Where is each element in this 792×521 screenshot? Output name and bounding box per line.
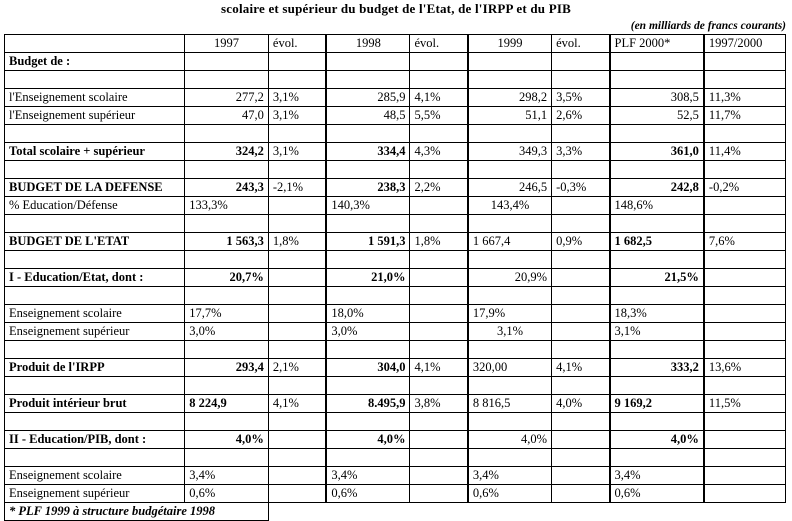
row-cell [268, 287, 326, 305]
row-label [5, 251, 185, 269]
row-cell [410, 215, 468, 233]
row-cell: 3,0% [185, 323, 269, 341]
row-cell: -0,2% [704, 179, 786, 197]
row-cell: 277,2 [185, 89, 269, 107]
row-cell [268, 53, 326, 71]
table-row [5, 53, 786, 71]
row-cell: 4,3% [410, 143, 468, 161]
row-cell [468, 161, 552, 179]
row-cell: 8 816,5 [468, 395, 552, 413]
row-cell [552, 125, 610, 143]
row-label: Enseignement supérieur [5, 323, 185, 341]
row-cell [704, 485, 786, 503]
row-cell: 3,3% [552, 143, 610, 161]
row-cell [326, 449, 410, 467]
row-cell: 308,5 [610, 89, 704, 107]
row-cell: 243,3 [185, 179, 269, 197]
row-cell [268, 485, 326, 503]
row-cell: 4,1% [268, 395, 326, 413]
row-cell [704, 467, 786, 485]
row-cell: 3,1% [268, 143, 326, 161]
row-cell [552, 341, 610, 359]
row-cell [268, 467, 326, 485]
row-cell [610, 413, 704, 431]
row-cell [410, 431, 468, 449]
row-label [5, 125, 185, 143]
row-cell: 21,5% [610, 269, 704, 287]
row-cell [610, 341, 704, 359]
table-row-spacer [5, 71, 786, 89]
row-cell [410, 125, 468, 143]
row-cell [704, 215, 786, 233]
row-cell: 13,6% [704, 359, 786, 377]
row-cell [268, 161, 326, 179]
row-cell [410, 485, 468, 503]
row-cell [268, 71, 326, 89]
row-cell [410, 467, 468, 485]
row-cell [410, 269, 468, 287]
row-cell [610, 161, 704, 179]
row-cell: 18,3% [610, 305, 704, 323]
row-cell [268, 449, 326, 467]
row-cell [326, 251, 410, 269]
row-cell: 1 563,3 [185, 233, 269, 251]
row-cell [326, 71, 410, 89]
row-cell: 51,1 [468, 107, 552, 125]
header-cell-6: évol. [552, 35, 610, 53]
row-label [5, 215, 185, 233]
row-cell: 0,6% [610, 485, 704, 503]
row-cell [552, 323, 610, 341]
row-cell: 52,5 [610, 107, 704, 125]
row-cell: 11,7% [704, 107, 786, 125]
table-row-spacer [5, 377, 786, 395]
row-label: Budget de : [5, 53, 185, 71]
row-cell: 333,2 [610, 359, 704, 377]
row-cell [185, 215, 269, 233]
row-cell [704, 125, 786, 143]
row-cell: 246,5 [468, 179, 552, 197]
table-row-spacer [5, 125, 786, 143]
row-cell [468, 449, 552, 467]
row-cell [552, 377, 610, 395]
row-cell [552, 431, 610, 449]
row-cell: 334,4 [326, 143, 410, 161]
row-cell [468, 377, 552, 395]
table-row [5, 107, 786, 125]
row-cell [468, 251, 552, 269]
row-cell [326, 125, 410, 143]
row-cell [552, 467, 610, 485]
row-cell [610, 53, 704, 71]
table-row [5, 485, 786, 503]
row-cell [552, 305, 610, 323]
row-cell [704, 305, 786, 323]
row-cell: 293,4 [185, 359, 269, 377]
row-cell: 4,1% [410, 89, 468, 107]
row-cell: 133,3% [185, 197, 269, 215]
row-cell: 4,0% [468, 431, 552, 449]
row-cell: -2,1% [268, 179, 326, 197]
table-row [5, 269, 786, 287]
row-label [5, 287, 185, 305]
row-cell [410, 323, 468, 341]
table-row [5, 89, 786, 107]
table-row-spacer [5, 413, 786, 431]
row-cell [410, 449, 468, 467]
row-cell: 3,4% [326, 467, 410, 485]
row-cell [185, 449, 269, 467]
row-cell: 3,1% [268, 107, 326, 125]
table-row-spacer [5, 341, 786, 359]
row-label [5, 413, 185, 431]
row-cell [468, 413, 552, 431]
row-label [5, 449, 185, 467]
footnote-text: * PLF 1999 à structure budgétaire 1998 [5, 503, 269, 521]
row-cell [552, 71, 610, 89]
row-cell: 3,1% [468, 323, 552, 341]
row-cell: 3,8% [410, 395, 468, 413]
row-cell [268, 377, 326, 395]
row-label [5, 341, 185, 359]
row-cell [410, 161, 468, 179]
row-cell: 2,6% [552, 107, 610, 125]
row-cell: 5,5% [410, 107, 468, 125]
unit-note: (en milliards de francs courants) [630, 20, 786, 32]
row-cell [410, 377, 468, 395]
row-cell [185, 125, 269, 143]
table-row-spacer [5, 215, 786, 233]
row-cell [704, 53, 786, 71]
row-cell: 4,1% [552, 359, 610, 377]
row-cell [552, 197, 610, 215]
row-cell: -0,3% [552, 179, 610, 197]
row-cell: 17,9% [468, 305, 552, 323]
row-cell [552, 53, 610, 71]
row-cell: 140,3% [326, 197, 410, 215]
table-row [5, 305, 786, 323]
row-cell: 0,6% [468, 485, 552, 503]
table-row [5, 143, 786, 161]
row-cell [552, 215, 610, 233]
header-cell-2: évol. [268, 35, 326, 53]
row-label: Enseignement scolaire [5, 467, 185, 485]
table-row [5, 179, 786, 197]
row-cell: 1 667,4 [468, 233, 552, 251]
header-cell-5: 1999 [468, 35, 552, 53]
row-cell [704, 197, 786, 215]
row-cell: 3,1% [268, 89, 326, 107]
row-label: Enseignement supérieur [5, 485, 185, 503]
row-label: Total scolaire + supérieur [5, 143, 185, 161]
row-cell: 4,0% [610, 431, 704, 449]
row-cell: 3,0% [326, 323, 410, 341]
row-cell: 3,4% [610, 467, 704, 485]
row-cell [704, 413, 786, 431]
row-cell [704, 323, 786, 341]
row-cell: 148,6% [610, 197, 704, 215]
row-cell: 1 682,5 [610, 233, 704, 251]
row-cell: 8 224,9 [185, 395, 269, 413]
row-cell [326, 377, 410, 395]
row-cell: 11,3% [704, 89, 786, 107]
row-cell: 11,5% [704, 395, 786, 413]
header-cell-7: PLF 2000* [610, 35, 704, 53]
row-label: % Education/Défense [5, 197, 185, 215]
row-cell [552, 413, 610, 431]
row-label: Produit intérieur brut [5, 395, 185, 413]
row-cell [268, 305, 326, 323]
row-cell [552, 161, 610, 179]
table-row [5, 467, 786, 485]
row-cell [610, 449, 704, 467]
row-cell: 18,0% [326, 305, 410, 323]
header-cell-0 [5, 35, 185, 53]
header-cell-4: évol. [410, 35, 468, 53]
row-cell: 20,7% [185, 269, 269, 287]
row-cell: 1,8% [268, 233, 326, 251]
row-cell [468, 71, 552, 89]
row-cell [468, 215, 552, 233]
row-cell [410, 341, 468, 359]
row-cell: 3,4% [185, 467, 269, 485]
row-cell [468, 287, 552, 305]
table-row-spacer [5, 251, 786, 269]
row-cell [185, 53, 269, 71]
row-cell [610, 215, 704, 233]
row-cell: 1 591,3 [326, 233, 410, 251]
row-label: Produit de l'IRPP [5, 359, 185, 377]
row-cell: 285,9 [326, 89, 410, 107]
row-cell: 4,0% [326, 431, 410, 449]
row-cell [268, 431, 326, 449]
row-cell [326, 53, 410, 71]
row-cell: 7,6% [704, 233, 786, 251]
row-cell [610, 125, 704, 143]
row-cell [552, 251, 610, 269]
row-cell [410, 413, 468, 431]
row-label: Enseignement scolaire [5, 305, 185, 323]
row-cell [268, 269, 326, 287]
row-cell: 20,9% [468, 269, 552, 287]
header-cell-8: 1997/2000 [704, 35, 786, 53]
row-cell [185, 377, 269, 395]
row-cell [704, 287, 786, 305]
row-cell: 8.495,9 [326, 395, 410, 413]
row-cell [704, 431, 786, 449]
budget-table [4, 34, 786, 521]
table-row [5, 395, 786, 413]
table-row-spacer [5, 449, 786, 467]
row-label [5, 161, 185, 179]
row-cell: 361,0 [610, 143, 704, 161]
row-cell [610, 71, 704, 89]
header-cell-3: 1998 [326, 35, 410, 53]
row-cell: 298,2 [468, 89, 552, 107]
row-cell: 304,0 [326, 359, 410, 377]
row-cell [468, 341, 552, 359]
row-cell [552, 269, 610, 287]
row-cell: 0,6% [326, 485, 410, 503]
row-cell: 11,4% [704, 143, 786, 161]
row-cell [410, 305, 468, 323]
table-header-row [5, 35, 786, 53]
row-cell [552, 287, 610, 305]
row-cell: 143,4% [468, 197, 552, 215]
row-label: II - Education/PIB, dont : [5, 431, 185, 449]
row-cell: 4,1% [410, 359, 468, 377]
row-cell: 242,8 [610, 179, 704, 197]
row-cell [468, 125, 552, 143]
row-label [5, 377, 185, 395]
row-label: l'Enseignement supérieur [5, 107, 185, 125]
row-label: l'Enseignement scolaire [5, 89, 185, 107]
row-cell [268, 215, 326, 233]
row-cell [410, 71, 468, 89]
table-row [5, 233, 786, 251]
row-cell: 324,2 [185, 143, 269, 161]
row-cell [410, 197, 468, 215]
row-cell [268, 341, 326, 359]
row-label: I - Education/Etat, dont : [5, 269, 185, 287]
row-cell: 48,5 [326, 107, 410, 125]
row-cell [326, 341, 410, 359]
row-cell [410, 53, 468, 71]
row-label: BUDGET DE LA DEFENSE [5, 179, 185, 197]
table-row-spacer [5, 287, 786, 305]
row-cell: 3,1% [610, 323, 704, 341]
row-cell [326, 161, 410, 179]
page-title: scolaire et supérieur du budget de l'Etat, de l'IRPP et du PIB [221, 1, 571, 16]
row-cell: 320,00 [468, 359, 552, 377]
row-cell [468, 53, 552, 71]
table-row [5, 323, 786, 341]
row-cell [268, 197, 326, 215]
row-cell [610, 251, 704, 269]
row-cell [185, 341, 269, 359]
row-cell: 349,3 [468, 143, 552, 161]
row-cell [326, 413, 410, 431]
footnote-row [5, 503, 786, 521]
row-cell: 238,3 [326, 179, 410, 197]
table-row [5, 197, 786, 215]
row-cell [552, 449, 610, 467]
row-cell [185, 251, 269, 269]
row-cell: 9 169,2 [610, 395, 704, 413]
row-cell [704, 269, 786, 287]
row-cell: 1,8% [410, 233, 468, 251]
table-row [5, 359, 786, 377]
row-cell [268, 125, 326, 143]
row-cell [410, 287, 468, 305]
row-cell [610, 377, 704, 395]
row-cell [185, 413, 269, 431]
row-cell [410, 251, 468, 269]
row-cell [552, 485, 610, 503]
row-cell [704, 377, 786, 395]
row-cell [185, 161, 269, 179]
row-cell [185, 287, 269, 305]
row-cell [326, 287, 410, 305]
row-cell [326, 215, 410, 233]
row-cell: 4,0% [185, 431, 269, 449]
row-cell: 47,0 [185, 107, 269, 125]
table-row-spacer [5, 161, 786, 179]
row-cell: 2,2% [410, 179, 468, 197]
table-row [5, 431, 786, 449]
row-cell: 2,1% [268, 359, 326, 377]
row-cell: 21,0% [326, 269, 410, 287]
row-cell [610, 287, 704, 305]
row-label [5, 71, 185, 89]
row-cell [704, 71, 786, 89]
row-cell [268, 323, 326, 341]
row-cell [704, 251, 786, 269]
row-cell [704, 161, 786, 179]
row-cell [185, 71, 269, 89]
row-cell: 3,5% [552, 89, 610, 107]
row-cell [268, 251, 326, 269]
row-cell: 0,6% [185, 485, 269, 503]
header-cell-1: 1997 [185, 35, 269, 53]
row-cell: 4,0% [552, 395, 610, 413]
row-cell: 0,9% [552, 233, 610, 251]
row-cell [704, 449, 786, 467]
row-cell [704, 341, 786, 359]
row-cell: 17,7% [185, 305, 269, 323]
row-label: BUDGET DE L'ETAT [5, 233, 185, 251]
row-cell [268, 413, 326, 431]
row-cell: 3,4% [468, 467, 552, 485]
